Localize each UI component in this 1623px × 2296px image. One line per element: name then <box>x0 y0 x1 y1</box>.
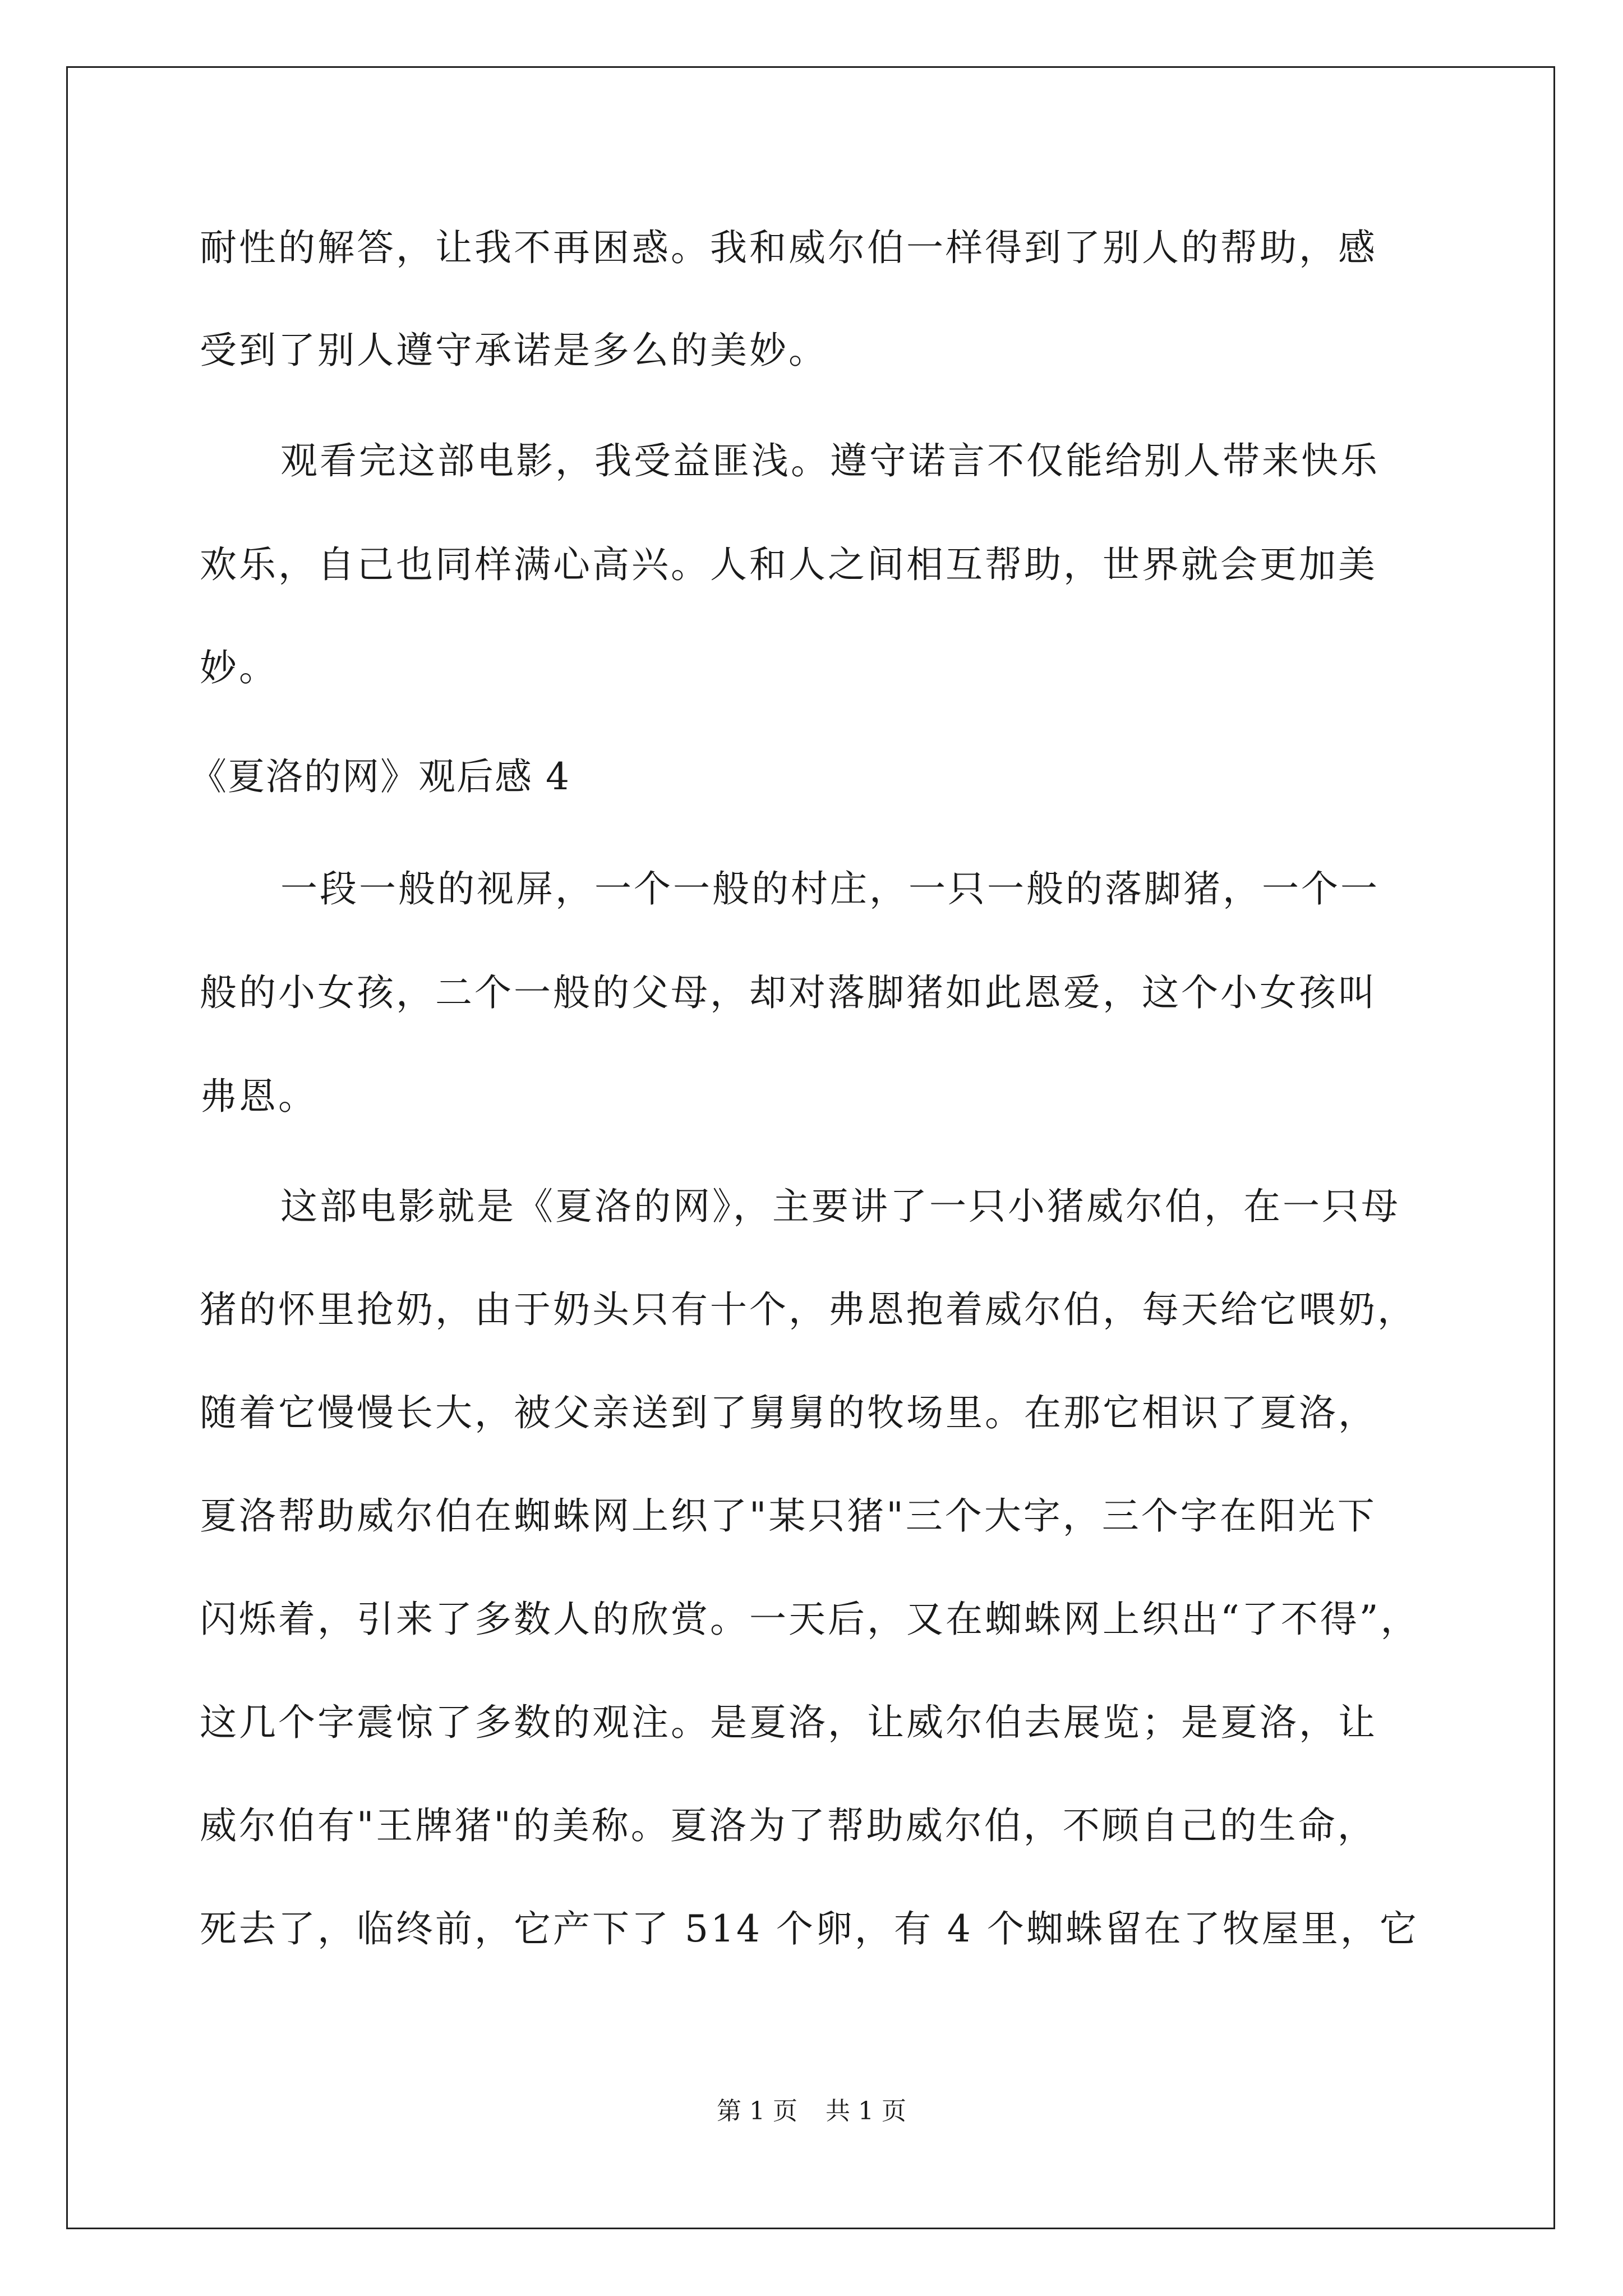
paragraph-line: 一段一般的视屏，一个一般的村庄，一只一般的落脚猪，一个一 <box>280 867 1380 910</box>
paragraph-line: 这部电影就是《夏洛的网》，主要讲了一只小猪威尔伯，在一只母 <box>280 1185 1400 1228</box>
paragraph-line: 威尔伯有"王牌猪"的美称。夏洛为了帮助威尔伯，不顾自己的生命， <box>200 1804 1377 1847</box>
paragraph-line: 这几个字震惊了多数的观注。是夏洛，让威尔伯去展览；是夏洛，让 <box>200 1701 1377 1744</box>
paragraph-line: 夏洛帮助威尔伯在蜘蛛网上织了"某只猪"三个大字，三个字在阳光下 <box>200 1494 1377 1538</box>
paragraph-line: 妙。 <box>200 646 278 689</box>
paragraph-line: 耐性的解答，让我不再困惑。我和威尔伯一样得到了别人的帮助，感 <box>200 226 1377 269</box>
paragraph-line: 观看完这部电影，我受益匪浅。遵守诺言不仅能给别人带来快乐 <box>280 439 1380 482</box>
paragraph-line: 欢乐，自己也同样满心高兴。人和人之间相互帮助，世界就会更加美 <box>200 543 1377 586</box>
paragraph-line: 闪烁着，引来了多数人的欣赏。一天后，又在蜘蛛网上织出“了不得”， <box>200 1598 1420 1641</box>
page-total: 共 1 页 <box>826 2097 906 2125</box>
page-number: 第 1 页 <box>717 2097 797 2125</box>
paragraph-line: 死去了，临终前，它产下了 514 个卵，有 4 个蜘蛛留在了牧屋里，它 <box>200 1907 1419 1950</box>
paragraph-line: 受到了别人遵守承诺是多么的美妙。 <box>200 329 828 372</box>
page-footer <box>0 2096 1623 2127</box>
section-heading: 《夏洛的网》观后感 4 <box>190 755 570 798</box>
paragraph-line: 般的小女孩，二个一般的父母，却对落脚猪如此恩爱，这个小女孩叫 <box>200 971 1377 1014</box>
paragraph-line: 随着它慢慢长大，被父亲送到了舅舅的牧场里。在那它相识了夏洛， <box>200 1391 1377 1434</box>
paragraph-line: 弗恩。 <box>200 1075 317 1118</box>
paragraph-line: 猪的怀里抢奶，由于奶头只有十个，弗恩抱着威尔伯，每天给它喂奶， <box>200 1288 1417 1331</box>
